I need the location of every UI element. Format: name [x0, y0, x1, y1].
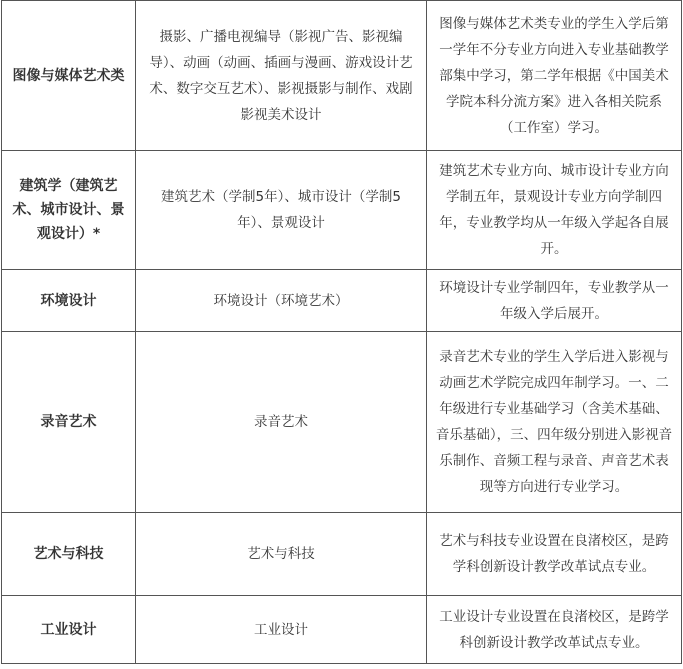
majors-cell: 录音艺术 [136, 332, 427, 513]
category-cell: 艺术与科技 [2, 513, 136, 596]
notes-cell: 图像与媒体艺术类专业的学生入学后第一学年不分专业方向进入专业基础教学部集中学习，第二学年根据《中国美术学院本科分流方案》进入各相关院系（工作室）学习。 [427, 1, 682, 151]
notes-cell: 工业设计专业设置在良渚校区，是跨学科创新设计教学改革试点专业。 [427, 596, 682, 664]
majors-cell: 艺术与科技 [136, 513, 427, 596]
notes-cell: 建筑艺术专业方向、城市设计专业方向学制五年，景观设计专业方向学制四年，专业教学均从一年级入学起各自展开。 [427, 151, 682, 270]
majors-cell: 环境设计（环境艺术） [136, 270, 427, 332]
majors-cell: 摄影、广播电视编导（影视广告、影视编导）、动画（动画、插画与漫画、游戏设计艺术、数字交互艺术）、影视摄影与制作、戏剧影视美术设计 [136, 1, 427, 151]
notes-cell: 环境设计专业学制四年，专业教学从一年级入学后展开。 [427, 270, 682, 332]
majors-cell: 工业设计 [136, 596, 427, 664]
table-row [2, 270, 682, 332]
category-cell: 图像与媒体艺术类 [2, 1, 136, 151]
category-cell: 环境设计 [2, 270, 136, 332]
category-cell: 录音艺术 [2, 332, 136, 513]
majors-table [1, 0, 682, 664]
table-row [2, 151, 682, 270]
notes-cell: 录音艺术专业的学生入学后进入影视与动画艺术学院完成四年制学习。一、二年级进行专业基础学习（含美术基础、音乐基础），三、四年级分别进入影视音乐制作、音频工程与录音、声音艺术表现等方向进行专业学习。 [427, 332, 682, 513]
notes-cell: 艺术与科技专业设置在良渚校区，是跨学科创新设计教学改革试点专业。 [427, 513, 682, 596]
category-cell: 建筑学（建筑艺术、城市设计、景观设计）* [2, 151, 136, 270]
table-row [2, 596, 682, 664]
table-row [2, 1, 682, 151]
majors-cell: 建筑艺术（学制5年）、城市设计（学制5年）、景观设计 [136, 151, 427, 270]
table-row [2, 332, 682, 513]
table-row [2, 513, 682, 596]
category-cell: 工业设计 [2, 596, 136, 664]
